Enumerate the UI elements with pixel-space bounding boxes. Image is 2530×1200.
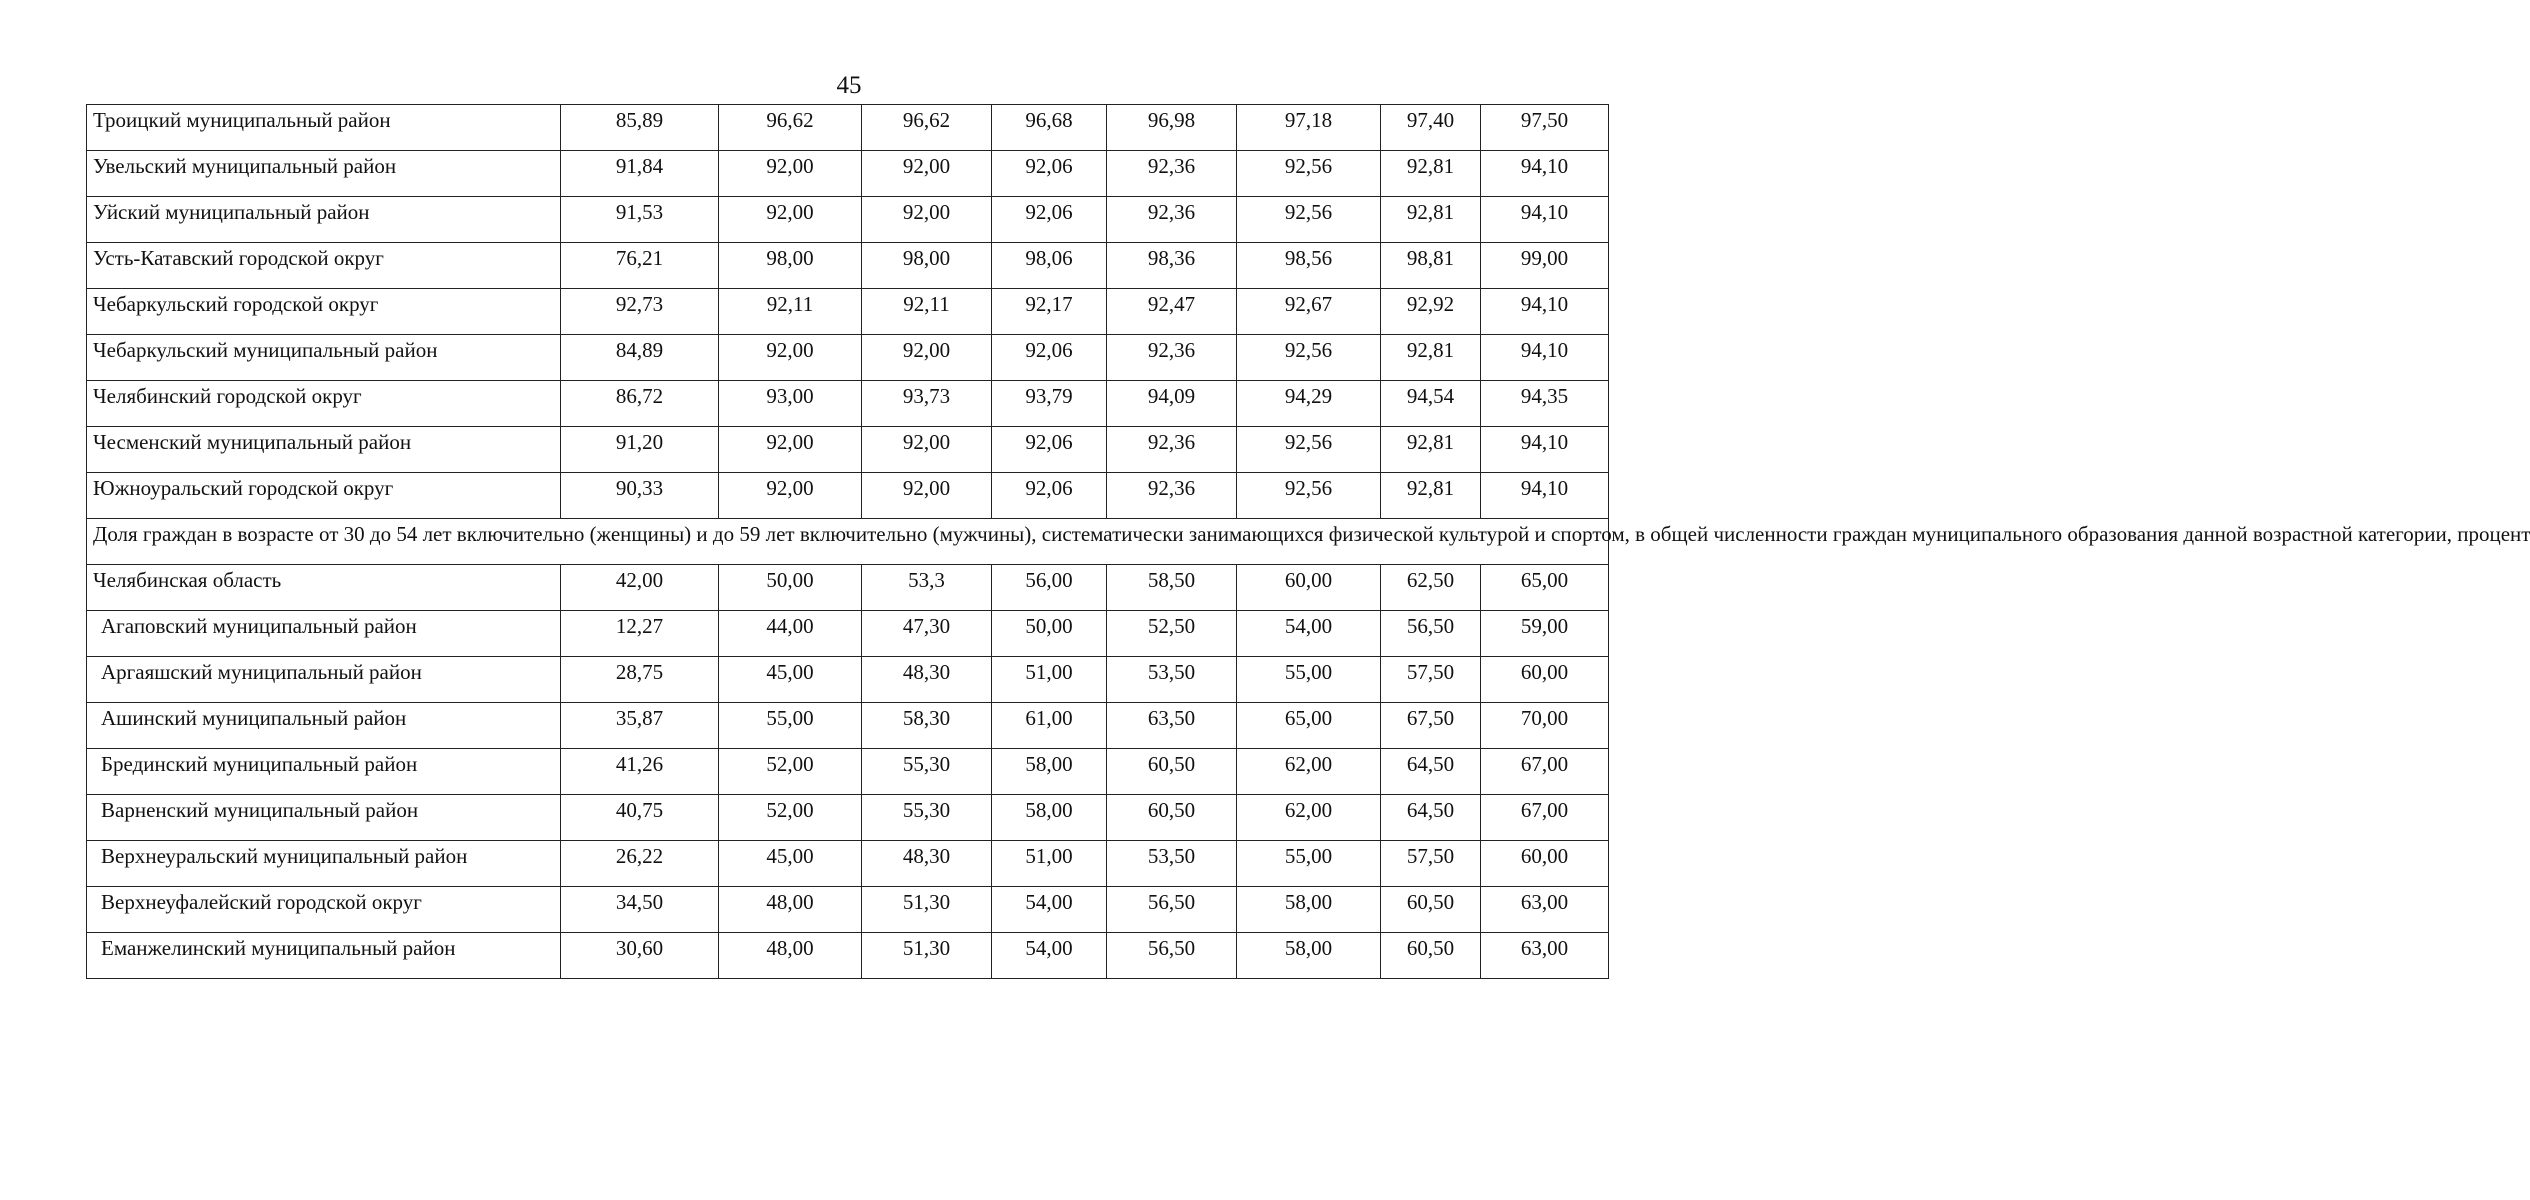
value-cell: 52,50 bbox=[1107, 611, 1237, 657]
value-cell: 34,50 bbox=[561, 887, 719, 933]
value-cell: 92,36 bbox=[1107, 427, 1237, 473]
value-cell: 92,81 bbox=[1381, 197, 1481, 243]
value-cell: 57,50 bbox=[1381, 841, 1481, 887]
row-name-cell: Усть-Катавский городской округ bbox=[87, 243, 561, 289]
value-cell: 92,00 bbox=[719, 335, 862, 381]
value-cell: 92,00 bbox=[862, 335, 992, 381]
table-row bbox=[87, 795, 1609, 841]
value-cell: 92,00 bbox=[862, 197, 992, 243]
value-cell: 65,00 bbox=[1237, 703, 1381, 749]
value-cell: 50,00 bbox=[992, 611, 1107, 657]
value-cell: 97,40 bbox=[1381, 105, 1481, 151]
value-cell: 56,50 bbox=[1107, 887, 1237, 933]
value-cell: 92,81 bbox=[1381, 473, 1481, 519]
value-cell: 92,00 bbox=[719, 151, 862, 197]
value-cell: 92,00 bbox=[719, 473, 862, 519]
value-cell: 92,36 bbox=[1107, 151, 1237, 197]
value-cell: 98,06 bbox=[992, 243, 1107, 289]
table-row bbox=[87, 473, 1609, 519]
row-name-cell: Верхнеуральский муниципальный район bbox=[87, 841, 561, 887]
value-cell: 96,62 bbox=[862, 105, 992, 151]
value-cell: 90,33 bbox=[561, 473, 719, 519]
value-cell: 56,00 bbox=[992, 565, 1107, 611]
table-row bbox=[87, 105, 1609, 151]
value-cell: 84,89 bbox=[561, 335, 719, 381]
table-row bbox=[87, 933, 1609, 979]
value-cell: 40,75 bbox=[561, 795, 719, 841]
row-name-cell: Чесменский муниципальный район bbox=[87, 427, 561, 473]
value-cell: 45,00 bbox=[719, 841, 862, 887]
value-cell: 52,00 bbox=[719, 749, 862, 795]
value-cell: 62,50 bbox=[1381, 565, 1481, 611]
value-cell: 85,89 bbox=[561, 105, 719, 151]
value-cell: 92,11 bbox=[719, 289, 862, 335]
value-cell: 93,79 bbox=[992, 381, 1107, 427]
value-cell: 54,00 bbox=[992, 887, 1107, 933]
value-cell: 12,27 bbox=[561, 611, 719, 657]
table-row bbox=[87, 565, 1609, 611]
value-cell: 58,30 bbox=[862, 703, 992, 749]
value-cell: 60,50 bbox=[1107, 795, 1237, 841]
row-name-cell: Троицкий муниципальный район bbox=[87, 105, 561, 151]
value-cell: 92,67 bbox=[1237, 289, 1381, 335]
value-cell: 59,00 bbox=[1481, 611, 1609, 657]
row-name-cell: Чебаркульский муниципальный район bbox=[87, 335, 561, 381]
value-cell: 92,17 bbox=[992, 289, 1107, 335]
value-cell: 58,00 bbox=[1237, 933, 1381, 979]
value-cell: 60,50 bbox=[1381, 887, 1481, 933]
value-cell: 44,00 bbox=[719, 611, 862, 657]
table-row bbox=[87, 289, 1609, 335]
value-cell: 91,84 bbox=[561, 151, 719, 197]
row-name-cell: Варненский муниципальный район bbox=[87, 795, 561, 841]
value-cell: 92,36 bbox=[1107, 197, 1237, 243]
value-cell: 42,00 bbox=[561, 565, 719, 611]
value-cell: 61,00 bbox=[992, 703, 1107, 749]
table-row bbox=[87, 151, 1609, 197]
value-cell: 60,00 bbox=[1481, 657, 1609, 703]
value-cell: 98,00 bbox=[862, 243, 992, 289]
value-cell: 97,50 bbox=[1481, 105, 1609, 151]
value-cell: 55,30 bbox=[862, 749, 992, 795]
value-cell: 98,81 bbox=[1381, 243, 1481, 289]
value-cell: 91,20 bbox=[561, 427, 719, 473]
value-cell: 53,3 bbox=[862, 565, 992, 611]
value-cell: 53,50 bbox=[1107, 657, 1237, 703]
value-cell: 48,30 bbox=[862, 657, 992, 703]
row-name-cell: Ашинский муниципальный район bbox=[87, 703, 561, 749]
table-row bbox=[87, 381, 1609, 427]
value-cell: 58,50 bbox=[1107, 565, 1237, 611]
value-cell: 50,00 bbox=[719, 565, 862, 611]
value-cell: 62,00 bbox=[1237, 795, 1381, 841]
table-row bbox=[87, 657, 1609, 703]
row-name-cell: Верхнеуфалейский городской округ bbox=[87, 887, 561, 933]
table-row bbox=[87, 841, 1609, 887]
table-row bbox=[87, 611, 1609, 657]
value-cell: 64,50 bbox=[1381, 749, 1481, 795]
value-cell: 52,00 bbox=[719, 795, 862, 841]
value-cell: 41,26 bbox=[561, 749, 719, 795]
value-cell: 60,00 bbox=[1481, 841, 1609, 887]
value-cell: 92,00 bbox=[719, 197, 862, 243]
value-cell: 96,62 bbox=[719, 105, 862, 151]
table-body-part1 bbox=[87, 105, 1609, 519]
value-cell: 98,56 bbox=[1237, 243, 1381, 289]
value-cell: 92,06 bbox=[992, 197, 1107, 243]
value-cell: 67,50 bbox=[1381, 703, 1481, 749]
page-number: 45 bbox=[836, 72, 862, 99]
value-cell: 65,00 bbox=[1481, 565, 1609, 611]
value-cell: 47,30 bbox=[862, 611, 992, 657]
value-cell: 62,00 bbox=[1237, 749, 1381, 795]
value-cell: 35,87 bbox=[561, 703, 719, 749]
value-cell: 48,30 bbox=[862, 841, 992, 887]
value-cell: 56,50 bbox=[1107, 933, 1237, 979]
section-header: Доля граждан в возрасте от 30 до 54 лет включительно (женщины) и до 59 лет включительно (мужчины), систематически занимающихся физической культурой и спортом, в общей численности граждан муниципального образования данной возрастной категории, процент bbox=[87, 519, 1609, 565]
value-cell: 92,36 bbox=[1107, 473, 1237, 519]
table-row bbox=[87, 197, 1609, 243]
value-cell: 92,00 bbox=[862, 151, 992, 197]
value-cell: 55,00 bbox=[1237, 841, 1381, 887]
value-cell: 92,81 bbox=[1381, 427, 1481, 473]
value-cell: 48,00 bbox=[719, 887, 862, 933]
value-cell: 60,00 bbox=[1237, 565, 1381, 611]
value-cell: 51,00 bbox=[992, 657, 1107, 703]
value-cell: 92,56 bbox=[1237, 473, 1381, 519]
value-cell: 64,50 bbox=[1381, 795, 1481, 841]
value-cell: 63,50 bbox=[1107, 703, 1237, 749]
value-cell: 92,73 bbox=[561, 289, 719, 335]
table-row bbox=[87, 427, 1609, 473]
value-cell: 58,00 bbox=[1237, 887, 1381, 933]
value-cell: 58,00 bbox=[992, 749, 1107, 795]
value-cell: 30,60 bbox=[561, 933, 719, 979]
value-cell: 92,81 bbox=[1381, 151, 1481, 197]
value-cell: 94,10 bbox=[1481, 427, 1609, 473]
indicator-table bbox=[86, 104, 2530, 979]
value-cell: 92,06 bbox=[992, 473, 1107, 519]
row-name-cell: Брединский муниципальный район bbox=[87, 749, 561, 795]
value-cell: 97,18 bbox=[1237, 105, 1381, 151]
row-name-cell: Аргаяшский муниципальный район bbox=[87, 657, 561, 703]
row-name-cell: Агаповский муниципальный район bbox=[87, 611, 561, 657]
value-cell: 94,35 bbox=[1481, 381, 1609, 427]
value-cell: 91,53 bbox=[561, 197, 719, 243]
value-cell: 92,36 bbox=[1107, 335, 1237, 381]
value-cell: 53,50 bbox=[1107, 841, 1237, 887]
value-cell: 92,47 bbox=[1107, 289, 1237, 335]
value-cell: 92,06 bbox=[992, 427, 1107, 473]
value-cell: 99,00 bbox=[1481, 243, 1609, 289]
section-header-row bbox=[87, 519, 1609, 565]
value-cell: 56,50 bbox=[1381, 611, 1481, 657]
value-cell: 94,10 bbox=[1481, 289, 1609, 335]
value-cell: 92,06 bbox=[992, 151, 1107, 197]
value-cell: 94,54 bbox=[1381, 381, 1481, 427]
value-cell: 92,00 bbox=[862, 427, 992, 473]
value-cell: 28,75 bbox=[561, 657, 719, 703]
value-cell: 96,98 bbox=[1107, 105, 1237, 151]
row-name-cell: Южноуральский городской округ bbox=[87, 473, 561, 519]
value-cell: 70,00 bbox=[1481, 703, 1609, 749]
value-cell: 51,30 bbox=[862, 933, 992, 979]
value-cell: 51,00 bbox=[992, 841, 1107, 887]
value-cell: 94,10 bbox=[1481, 151, 1609, 197]
value-cell: 94,09 bbox=[1107, 381, 1237, 427]
table-section-header-group bbox=[87, 519, 2530, 565]
table-body-part2 bbox=[87, 565, 1609, 979]
value-cell: 98,36 bbox=[1107, 243, 1237, 289]
row-name-cell: Челябинская область bbox=[87, 565, 561, 611]
row-name-cell: Увельский муниципальный район bbox=[87, 151, 561, 197]
table-row bbox=[87, 749, 1609, 795]
value-cell: 48,00 bbox=[719, 933, 862, 979]
value-cell: 55,00 bbox=[1237, 657, 1381, 703]
table-row bbox=[87, 243, 1609, 289]
value-cell: 92,56 bbox=[1237, 335, 1381, 381]
value-cell: 93,73 bbox=[862, 381, 992, 427]
row-name-cell: Еманжелинский муниципальный район bbox=[87, 933, 561, 979]
value-cell: 60,50 bbox=[1107, 749, 1237, 795]
value-cell: 94,10 bbox=[1481, 473, 1609, 519]
value-cell: 94,10 bbox=[1481, 335, 1609, 381]
value-cell: 67,00 bbox=[1481, 795, 1609, 841]
value-cell: 92,00 bbox=[862, 473, 992, 519]
value-cell: 76,21 bbox=[561, 243, 719, 289]
value-cell: 26,22 bbox=[561, 841, 719, 887]
value-cell: 92,06 bbox=[992, 335, 1107, 381]
row-name-cell: Чебаркульский городской округ bbox=[87, 289, 561, 335]
value-cell: 92,92 bbox=[1381, 289, 1481, 335]
value-cell: 55,30 bbox=[862, 795, 992, 841]
value-cell: 92,00 bbox=[719, 427, 862, 473]
value-cell: 54,00 bbox=[992, 933, 1107, 979]
value-cell: 60,50 bbox=[1381, 933, 1481, 979]
value-cell: 98,00 bbox=[719, 243, 862, 289]
value-cell: 67,00 bbox=[1481, 749, 1609, 795]
row-name-cell: Челябинский городской округ bbox=[87, 381, 561, 427]
value-cell: 45,00 bbox=[719, 657, 862, 703]
value-cell: 63,00 bbox=[1481, 933, 1609, 979]
value-cell: 92,81 bbox=[1381, 335, 1481, 381]
table-row bbox=[87, 703, 1609, 749]
value-cell: 92,56 bbox=[1237, 427, 1381, 473]
value-cell: 92,11 bbox=[862, 289, 992, 335]
value-cell: 57,50 bbox=[1381, 657, 1481, 703]
value-cell: 94,29 bbox=[1237, 381, 1381, 427]
value-cell: 63,00 bbox=[1481, 887, 1609, 933]
table-row bbox=[87, 887, 1609, 933]
value-cell: 92,56 bbox=[1237, 197, 1381, 243]
value-cell: 94,10 bbox=[1481, 197, 1609, 243]
value-cell: 93,00 bbox=[719, 381, 862, 427]
value-cell: 54,00 bbox=[1237, 611, 1381, 657]
value-cell: 55,00 bbox=[719, 703, 862, 749]
table-row bbox=[87, 335, 1609, 381]
value-cell: 92,56 bbox=[1237, 151, 1381, 197]
row-name-cell: Уйский муниципальный район bbox=[87, 197, 561, 243]
value-cell: 96,68 bbox=[992, 105, 1107, 151]
value-cell: 51,30 bbox=[862, 887, 992, 933]
value-cell: 58,00 bbox=[992, 795, 1107, 841]
value-cell: 86,72 bbox=[561, 381, 719, 427]
